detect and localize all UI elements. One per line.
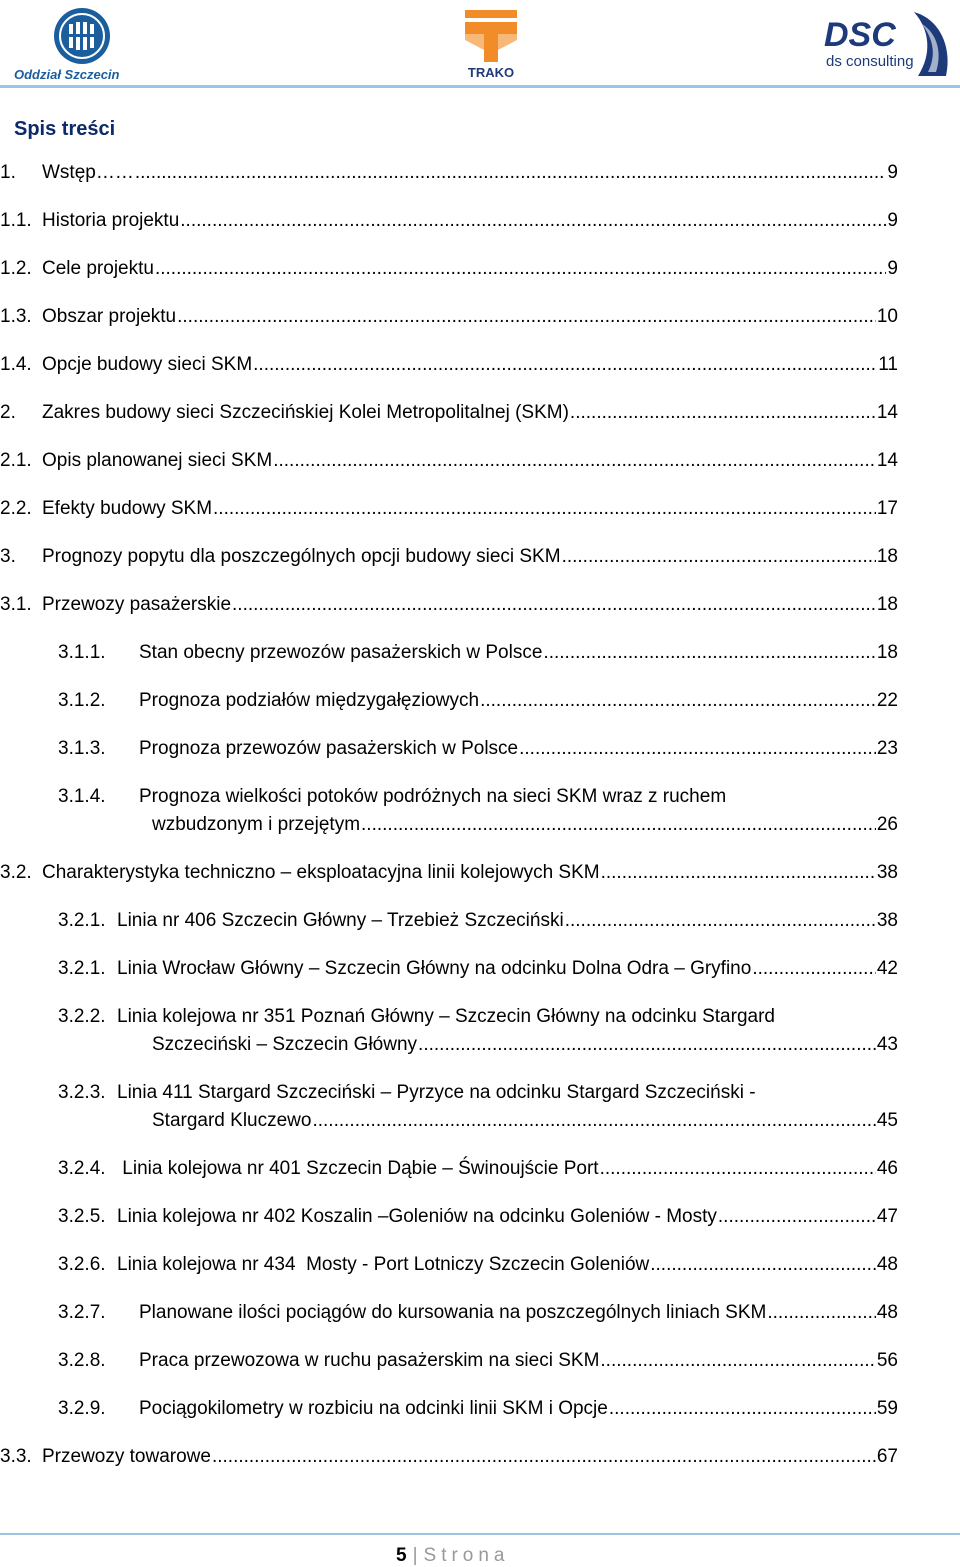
toc-entry-number: 3.2.2.	[58, 1006, 106, 1027]
toc-leader	[752, 957, 876, 981]
toc-entry-number: 3.2.8.	[58, 1350, 106, 1371]
toc-leader	[232, 593, 876, 617]
toc-entry[interactable]	[58, 1253, 898, 1277]
toc-entry-number: 2.1.	[0, 450, 32, 471]
toc-entry-number: 1.3.	[0, 306, 32, 327]
toc-entry-text: Linia Wrocław Główny – Szczecin Główny na odcinku Dolna Odra – Gryfino	[117, 958, 752, 979]
sitk-logo	[14, 6, 134, 82]
trako-mark-icon	[462, 10, 522, 80]
toc-entry-continuation[interactable]	[152, 1109, 898, 1133]
toc-entry-number: 1.2.	[0, 258, 32, 279]
toc-leader	[767, 1301, 876, 1325]
toc-entry[interactable]	[0, 257, 898, 281]
toc-entry[interactable]	[58, 1081, 898, 1105]
toc-entry-page: 14	[876, 402, 898, 423]
toc-entry[interactable]	[58, 1157, 898, 1181]
toc-entry-page: 42	[876, 958, 898, 979]
toc-entry-number: 3.2.1.	[58, 958, 106, 979]
toc-leader	[562, 545, 876, 569]
toc-entry[interactable]	[0, 305, 898, 329]
toc-entry[interactable]	[58, 1397, 898, 1421]
toc-entry-text: Przewozy towarowe	[42, 1446, 211, 1467]
toc-entry-text: Planowane ilości pociągów do kursowania na poszczególnych liniach SKM	[139, 1302, 767, 1323]
dsc-sail-icon	[822, 10, 954, 80]
toc-entry-page: 17	[876, 498, 898, 519]
toc-entry-text: Pociągokilometry w rozbiciu na odcinki linii SKM i Opcje	[139, 1398, 608, 1419]
toc-leader	[600, 1157, 876, 1181]
toc-title: Spis treści	[14, 118, 116, 140]
toc-entry-page: 56	[876, 1350, 898, 1371]
toc-entry-page: 47	[876, 1206, 898, 1227]
toc-entry-page: 9	[887, 258, 898, 279]
toc-entry-number: 3.2.9.	[58, 1398, 106, 1419]
toc-entry-text: Stargard Kluczewo	[152, 1110, 312, 1131]
toc-leader	[565, 909, 876, 933]
toc-entry[interactable]	[0, 449, 898, 473]
toc-leader	[480, 689, 876, 713]
toc-entry-text: Linia kolejowa nr 434 Mosty - Port Lotniczy Szczecin Goleniów	[117, 1254, 650, 1275]
toc-leader	[601, 861, 876, 885]
toc-leader	[155, 257, 886, 281]
toc-entry-page: 9	[887, 162, 898, 183]
toc-entry[interactable]	[58, 1349, 898, 1373]
toc-entry-text: Linia 411 Stargard Szczeciński – Pyrzyce na odcinku Stargard Szczeciński -	[117, 1082, 756, 1103]
toc-entry-number: 3.2.1.	[58, 910, 106, 931]
toc-entry-page: 11	[878, 354, 898, 375]
toc-leader	[253, 353, 877, 377]
toc-entry-number: 3.2.	[0, 862, 32, 883]
trako-wordmark: TRAKO	[467, 65, 515, 80]
toc-entry-page: 48	[876, 1302, 898, 1323]
toc-entry-text: Historia projektu	[42, 210, 180, 231]
toc-entry-text: Wstęp……	[42, 162, 134, 183]
toc-entry[interactable]	[0, 545, 898, 569]
toc-entry-page: 46	[876, 1158, 898, 1179]
toc-entry-number: 1.1.	[0, 210, 32, 231]
toc-entry-number: 3.1.1.	[58, 642, 106, 663]
toc-entry[interactable]	[58, 737, 898, 761]
page-header	[0, 0, 960, 90]
toc-entry[interactable]	[58, 785, 898, 809]
toc-entry-page: 45	[876, 1110, 898, 1131]
toc-entry-page: 14	[876, 450, 898, 471]
toc-leader	[570, 401, 876, 425]
header-divider	[0, 85, 960, 88]
toc-entry-page: 38	[876, 910, 898, 931]
toc-entry-number: 2.	[0, 402, 16, 423]
toc-entry-page: 26	[876, 814, 898, 835]
toc-entry-number: 2.2.	[0, 498, 32, 519]
toc-entry-number: 3.2.7.	[58, 1302, 106, 1323]
toc-entry-text: Zakres budowy sieci Szczecińskiej Kolei Metropolitalnej (SKM)	[42, 402, 569, 423]
toc-entry-page: 10	[876, 306, 898, 327]
footer-separator: |	[412, 1545, 418, 1566]
toc-entry[interactable]	[0, 161, 898, 185]
toc-entry-text: wzbudzonym i przejętym	[152, 814, 361, 835]
toc-leader	[600, 1349, 875, 1373]
toc-entry-page: 38	[876, 862, 898, 883]
toc-entry[interactable]	[58, 1301, 898, 1325]
toc-entry-continuation[interactable]	[152, 1033, 898, 1057]
toc-entry-text: Praca przewozowa w ruchu pasażerskim na sieci SKM	[139, 1350, 600, 1371]
toc-leader	[543, 641, 875, 665]
toc-entry-page: 22	[876, 690, 898, 711]
page-label: Strona	[423, 1545, 510, 1566]
toc-entry-number: 3.2.4.	[58, 1158, 106, 1179]
toc-entry[interactable]	[58, 957, 898, 981]
toc-entry-number: 3.3.	[0, 1446, 32, 1467]
toc-leader	[177, 305, 876, 329]
page-footer	[396, 1545, 510, 1567]
toc-entry-page: 59	[876, 1398, 898, 1419]
toc-entry-number: 3.2.5.	[58, 1206, 106, 1227]
toc-entry-text: Efekty budowy SKM	[42, 498, 213, 519]
toc-entry[interactable]	[0, 861, 898, 885]
dsc-subtitle: ds consulting	[826, 53, 914, 70]
toc-entry-number: 3.	[0, 546, 16, 567]
toc-leader	[609, 1397, 876, 1421]
toc-entry[interactable]	[58, 909, 898, 933]
toc-entry-text: Opcje budowy sieci SKM	[42, 354, 253, 375]
toc-entry-number: 1.4.	[0, 354, 32, 375]
toc-entry-text: Cele projektu	[42, 258, 154, 279]
toc-entry-text: Opis planowanej sieci SKM	[42, 450, 273, 471]
toc-entry-text: Prognoza podziałów międzygałęziowych	[139, 690, 480, 711]
toc-entry-text: Przewozy pasażerskie	[42, 594, 232, 615]
toc-leader	[273, 449, 876, 473]
toc-entry-page: 18	[876, 594, 898, 615]
dsc-logo	[822, 10, 954, 80]
page-number: 5	[396, 1545, 407, 1566]
toc-entry-text: Szczeciński – Szczecin Główny	[152, 1034, 418, 1055]
toc-entry-continuation[interactable]	[152, 813, 898, 837]
toc-entry-number: 3.1.2.	[58, 690, 106, 711]
toc-entry-text: Linia kolejowa nr 401 Szczecin Dąbie – Świnoujście Port	[117, 1158, 599, 1179]
toc-entry-page: 23	[876, 738, 898, 759]
toc-entry-text: Linia kolejowa nr 351 Poznań Główny – Szczecin Główny na odcinku Stargard	[117, 1006, 775, 1027]
toc-entry-number: 3.2.6.	[58, 1254, 106, 1275]
toc-entry-text: Obszar projektu	[42, 306, 177, 327]
toc-entry-text: Prognozy popytu dla poszczególnych opcji budowy sieci SKM	[42, 546, 561, 567]
toc-leader	[180, 209, 886, 233]
toc-entry-text: Linia kolejowa nr 402 Koszalin –Goleniów na odcinku Goleniów - Mosty	[117, 1206, 717, 1227]
trako-logo	[462, 10, 522, 80]
toc-entry-text: Linia nr 406 Szczecin Główny – Trzebież Szczeciński	[117, 910, 564, 931]
toc-entry-page: 18	[876, 642, 898, 663]
toc-leader	[361, 813, 876, 837]
toc-leader	[519, 737, 876, 761]
toc-entry-text: Charakterystyka techniczno – eksploatacyjna linii kolejowych SKM	[42, 862, 600, 883]
toc-entry[interactable]	[58, 689, 898, 713]
toc-entry-number: 3.2.3.	[58, 1082, 106, 1103]
toc-leader	[718, 1205, 876, 1229]
toc-leader	[418, 1033, 876, 1057]
toc-leader	[312, 1109, 875, 1133]
toc-entry[interactable]	[0, 353, 898, 377]
sitk-branch-label: Oddział Szczecin	[14, 67, 120, 82]
toc-entry[interactable]	[0, 593, 898, 617]
toc-entry[interactable]	[58, 641, 898, 665]
toc-leader	[650, 1253, 876, 1277]
toc-entry-page: 18	[876, 546, 898, 567]
toc-entry-number: 3.1.3.	[58, 738, 106, 759]
toc-entry-text: Stan obecny przewozów pasażerskich w Polsce	[139, 642, 543, 663]
toc-entry[interactable]	[0, 497, 898, 521]
dsc-wordmark: DSC	[824, 16, 896, 54]
toc-entry[interactable]	[58, 1005, 898, 1029]
toc-entry[interactable]	[58, 1205, 898, 1229]
toc-entry-number: 3.1.	[0, 594, 32, 615]
toc-entry-page: 9	[887, 210, 898, 231]
toc-leader	[213, 497, 876, 521]
toc-entry[interactable]	[0, 1445, 898, 1469]
toc-entry[interactable]	[0, 401, 898, 425]
toc-entry-page: 43	[876, 1034, 898, 1055]
footer-divider	[0, 1533, 960, 1535]
toc-entry-number: 1.	[0, 162, 16, 183]
toc-entry-number: 3.1.4.	[58, 786, 106, 807]
toc-leader	[135, 161, 887, 185]
toc-entry-page: 48	[876, 1254, 898, 1275]
sitk-emblem-icon	[52, 6, 112, 66]
toc-entry-page: 67	[876, 1446, 898, 1467]
toc-entry-text: Prognoza przewozów pasażerskich w Polsce	[139, 738, 519, 759]
toc-entry[interactable]	[0, 209, 898, 233]
toc-entry-text: Prognoza wielkości potoków podróżnych na sieci SKM wraz z ruchem	[139, 786, 727, 807]
toc-leader	[212, 1445, 876, 1469]
